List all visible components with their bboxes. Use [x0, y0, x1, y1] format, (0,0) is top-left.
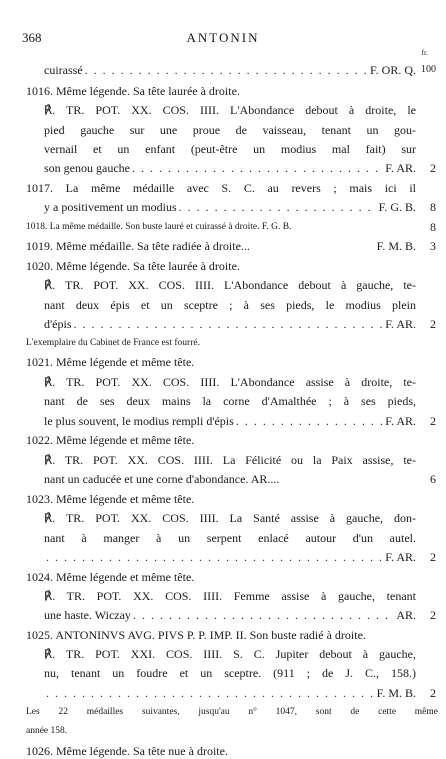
text-line: 1020. Même légende. Sa tête laurée à droite. — [26, 259, 240, 273]
text-line: pied gauche sur une proue de vaisseau, tenant un gou- — [44, 123, 416, 137]
line-text: y a positivement un modius — [44, 200, 177, 214]
dot-leader — [46, 685, 375, 701]
running-title: ANTONIN — [186, 30, 260, 45]
collection-mark: F. OR. Q. — [369, 63, 416, 77]
line-text: 1019. Même médaille. Sa tête radiée à droite... — [26, 239, 250, 253]
text-line: nant à manger à un serpent enlacé autour d'un autel. — [44, 531, 416, 545]
price-value: 2 — [430, 608, 436, 622]
text-line — [44, 549, 416, 565]
collection-mark: F. AR. — [385, 161, 416, 175]
text-line: nu, tenant un foudre et un sceptre. (911 ; de J. C., 158.) — [44, 666, 416, 680]
text-line: 1024. Même légende et même tête. — [26, 570, 195, 584]
text-line: ℟. TR. POT. XX. COS. IIII. L'Abondance assise à droite, te- — [44, 375, 416, 389]
price-value: 8 — [430, 200, 436, 214]
line-text: une haste. Wiczay — [44, 608, 131, 622]
collection-mark: F. AR. — [385, 414, 416, 428]
text-line — [44, 62, 416, 78]
text-line: ℟. TR. POT. XX. COS. IIII. L'Abondance debout à gauche, te- — [44, 278, 416, 292]
text-line — [44, 413, 416, 429]
note-line: année 158. — [26, 726, 68, 736]
text-line: ℟. TR. POT. XXI. COS. IIII. S. C. Jupiter debout à gauche, — [44, 647, 416, 661]
text-line: 1017. La même médaille avec S. C. au revers ; mais ici il — [26, 181, 416, 195]
note-line: L'exemplaire du Cabinet de France est fourré. — [26, 338, 200, 348]
text-line — [44, 199, 416, 215]
dot-leader — [46, 549, 383, 565]
text-line: 1023. Même légende et même tête. — [26, 492, 195, 506]
dot-leader — [179, 199, 377, 215]
line-text: d'épis — [44, 317, 72, 331]
dot-leader — [133, 607, 394, 623]
text-line: vernail et un enfant (peut-être un modius mal fait) sur — [44, 142, 416, 156]
text-line: ℟. TR. POT. XX. COS. IIII. La Santé assise à gauche, don- — [44, 511, 416, 525]
text-line: ℟. TR. POT. XX. COS. IIII. Femme assise à gauche, tenant — [44, 589, 416, 603]
collection-mark: F. AR. — [385, 550, 416, 564]
text-line — [44, 316, 416, 332]
currency-column-label: fr. — [421, 48, 428, 57]
dot-leader — [132, 160, 383, 176]
line-text: son genou gauche — [44, 161, 130, 175]
price-value: 100 — [421, 64, 436, 75]
note-line: 1018. La même médaille. Son buste lauré et cuirassé à droite. F. G. B. — [26, 222, 292, 232]
text-line: 1026. Même légende. Sa tête nue à droite. — [26, 744, 228, 758]
line-text: le plus souvent, le modius rempli d'épis — [44, 414, 234, 428]
text-line: 1025. ANTONINVS AVG. PIVS P. P. IMP. II. Son buste radié à droite. — [26, 628, 366, 642]
price-value: 2 — [430, 161, 436, 175]
price-value: 3 — [430, 239, 436, 253]
text-line: nant deux épis et un sceptre ; à ses pieds, le modius plein — [44, 298, 416, 312]
price-value: 2 — [430, 686, 436, 700]
text-line: nant un caducée et une corne d'abondance. AR.... — [44, 472, 280, 486]
page-number: 368 — [22, 30, 42, 45]
collection-mark: F. M. B. — [376, 239, 416, 253]
page-header — [22, 30, 424, 48]
text-line: ℟. TR. POT. XX. COS. IIII. La Félicité ou la Paix assise, te- — [44, 453, 416, 467]
line-text: cuirassé — [44, 63, 83, 77]
text-line — [26, 238, 416, 254]
text-line — [44, 160, 416, 176]
collection-mark: F. M. B. — [376, 686, 416, 700]
dot-leader — [74, 316, 384, 332]
text-line: nant de ses deux mains la corne d'Amalthée ; à ses pieds, — [44, 394, 416, 408]
text-line: ℟. TR. POT. XX. COS. IIII. L'Abondance debout à droite, le — [44, 103, 416, 117]
text-line: 1022. Même légende et même tête. — [26, 433, 195, 447]
price-value: 8 — [430, 220, 436, 234]
price-value: 6 — [430, 472, 436, 486]
text-line — [44, 685, 416, 701]
text-line: 1021. Même légende et même tête. — [26, 355, 195, 369]
price-value: 2 — [430, 550, 436, 564]
text-line — [44, 607, 416, 623]
collection-mark: F. AR. — [385, 317, 416, 331]
dot-leader — [236, 413, 383, 429]
collection-mark: AR. — [396, 608, 416, 622]
text-line: 1016. Même légende. Sa tête laurée à droite. — [26, 84, 240, 98]
price-value: 2 — [430, 414, 436, 428]
collection-mark: F. G. B. — [378, 200, 416, 214]
price-value: 2 — [430, 317, 436, 331]
note-line: Les 22 médailles suivantes, jusqu'au n° 1047, sont de cette même — [26, 707, 438, 717]
dot-leader — [85, 62, 368, 78]
